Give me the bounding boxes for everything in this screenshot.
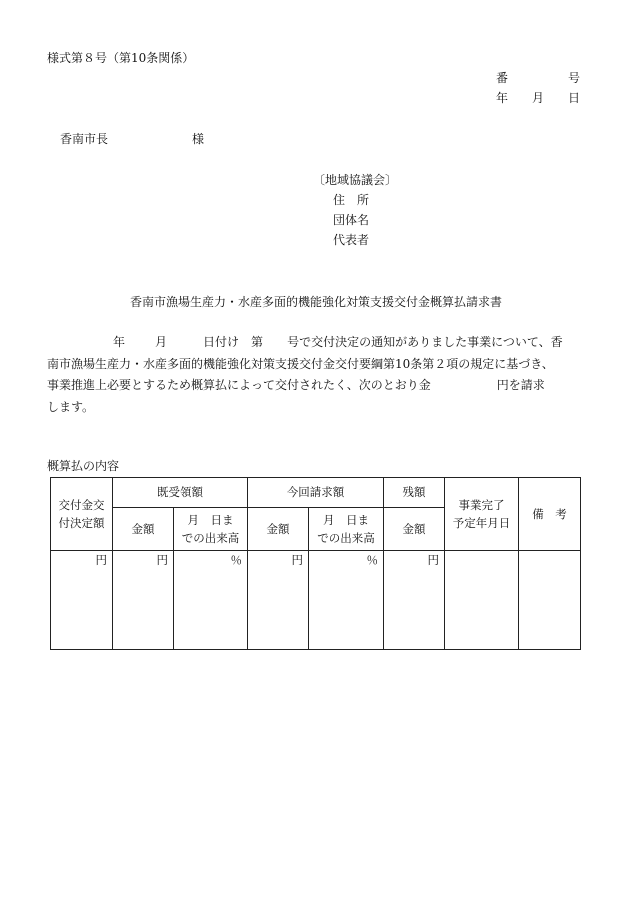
body-line-3-before: 事業推進上必要とするため概算払によって交付されたく、次のとおり金 xyxy=(47,378,431,392)
body-line-2: 南市漁場生産力・水産多面的機能強化対策支援交付金交付要綱第10条第２項の規定に基づき、 xyxy=(47,356,554,371)
cell-received-amount: 円 xyxy=(113,551,174,650)
header-current-request: 今回請求額 xyxy=(248,478,384,508)
applicant-representative-label: 代表者 xyxy=(333,233,370,247)
form-number: 様式第８号（第10条関係） xyxy=(47,51,195,65)
header-remaining: 残額 xyxy=(384,478,445,508)
header-received-progress: 月 日ま での出来高 xyxy=(174,508,248,551)
body-month: 月 xyxy=(155,335,168,349)
cell-decided-amount: 円 xyxy=(51,551,113,650)
header-received: 既受領額 xyxy=(113,478,248,508)
request-body xyxy=(47,336,587,422)
body-line-3-after: 円を請求 xyxy=(496,378,545,392)
header-current-amount: 金額 xyxy=(248,508,309,551)
cell-received-progress: ％ xyxy=(174,551,248,650)
cell-current-progress: ％ xyxy=(309,551,384,650)
addressee: 香南市長 様 xyxy=(60,132,205,146)
applicant-group-label: 団体名 xyxy=(333,213,370,227)
body-day: 日付け xyxy=(203,335,240,349)
header-completion-date: 事業完了 予定年月日 xyxy=(445,478,519,551)
header-remarks: 備 考 xyxy=(519,478,581,551)
document-number-label: 番 号 xyxy=(495,71,580,85)
header-received-amount: 金額 xyxy=(113,508,174,551)
cell-completion-date xyxy=(445,551,519,650)
prepayment-table xyxy=(50,477,581,650)
cell-remaining-amount: 円 xyxy=(384,551,445,650)
body-year: 年 xyxy=(113,335,126,349)
table-caption: 概算払の内容 xyxy=(47,459,120,473)
body-line-1-rest: 号で交付決定の通知がありました事業について、香 xyxy=(287,335,563,349)
body-line-3 xyxy=(47,379,587,401)
applicant-org: 〔地域協議会〕 xyxy=(313,173,398,187)
cell-current-amount: 円 xyxy=(248,551,309,650)
header-decided-amount: 交付金交 付決定額 xyxy=(51,478,113,551)
applicant-address-label: 住 所 xyxy=(333,193,370,207)
header-remaining-amount: 金額 xyxy=(384,508,445,551)
date-label: 年 月 日 xyxy=(495,91,580,105)
cell-remarks xyxy=(519,551,581,650)
body-line-4: します。 xyxy=(47,399,95,414)
document-title: 香南市漁場生産力・水産多面的機能強化対策支援交付金概算払請求書 xyxy=(129,295,503,309)
header-current-progress: 月 日ま での出来高 xyxy=(309,508,384,551)
body-number-prefix: 第 xyxy=(251,335,264,349)
body-line-1 xyxy=(47,336,587,358)
